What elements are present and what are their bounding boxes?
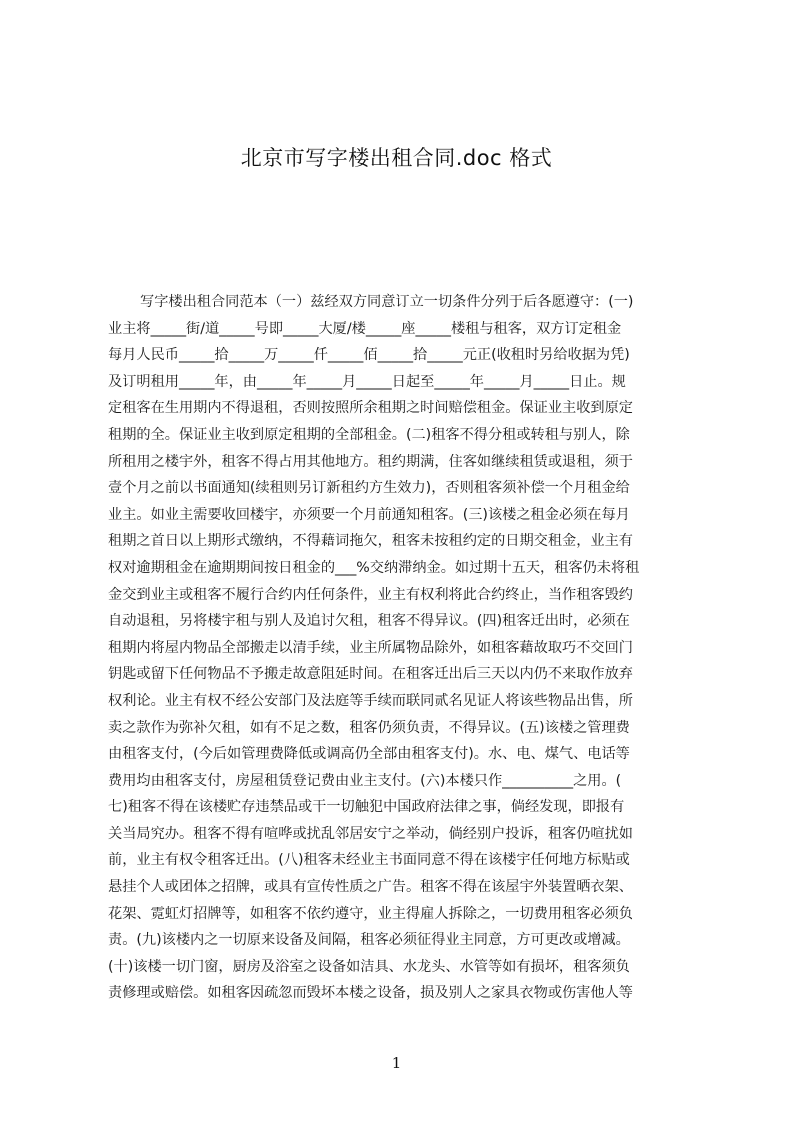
text-line: 责。(九)该楼内之一切原来设备及间隔，租客必须征得业主同意，方可更改或增减。 [108,932,630,949]
text-line: 前，业主有权令租客迁出。(八)租客未经业主书面同意不得在该楼宇任何地方标贴或 [108,852,630,869]
text-line: 壹个月之前以书面通知(续租则另订新租约方生效力)，否则租客须补偿一个月租金给 [108,480,630,497]
text-line: 及订明租用_____年，由_____年_____月_____日起至_____年_____月_____日止。规 [108,373,626,390]
text-line: 租期的全。保证业主收到原定租期的全部租金。(二)租客不得分租或转租与别人，除 [108,426,630,443]
text-line: 租期内将屋内物品全部搬走以清手续，业主所属物品除外，如租客藉故取巧不交回门 [108,639,633,656]
text-line: 每月人民币_____拾_____万_____仟_____佰_____拾_____元正(收租时另给收据为凭) [108,347,630,364]
text-line: 悬挂个人或团体之招牌，或具有宣传性质之广告。租客不得在该屋宇外装置晒衣架、 [108,879,633,896]
text-line: 七)租客不得在该楼贮存违禁品或干一切触犯中国政府法律之事，倘经发现，即报有 [108,799,625,816]
text-line: 卖之款作为弥补欠租，如有不足之数，租客仍须负责，不得异议。(五)该楼之管理费 [108,719,630,736]
text-line: 自动退租，另将楼宇租与别人及追讨欠租，租客不得异议。(四)租客迁出时，必须在 [108,613,630,630]
text-line: 写字楼出租合同范本（一）兹经双方同意订立一切条件分列于后各愿遵守：(一) [140,294,634,310]
document-title: 北京市写字楼出租合同.doc 格式 [240,146,553,170]
text-line: 权对逾期租金在逾期期间按日租金的___%交纳滞纳金。如过期十五天，租客仍未将租 [108,559,640,576]
text-line: 花架、霓虹灯招牌等，如租客不依约遵守，业主得雇人拆除之，一切费用租客必须负 [108,905,633,922]
text-line: 钥匙或留下任何物品不予搬走故意阻延时间。在租客迁出后三天以内仍不来取作放弃 [108,666,633,683]
text-line: (十)该楼一切门窗，厨房及浴室之设备如洁具、水龙头、水管等如有损坏，租客须负 [108,958,630,975]
text-line: 责修理或赔偿。如租客因疏忽而毁坏本楼之设备，损及别人之家具衣物或伤害他人等 [108,985,633,1002]
text-line: 租期之首日以上期形式缴纳，不得藉词拖欠，租客未按租约定的日期交租金，业主有 [108,533,633,550]
text-line: 金交到业主或租客不履行合约内任何条件，业主有权利将此合约终止，当作租客毁约 [108,586,633,603]
text-line: 关当局究办。租客不得有喧哗或扰乱邻居安宁之举动，倘经别户投诉，租客仍喧扰如 [108,825,633,842]
text-line: 所租用之楼宇外，租客不得占用其他地方。租约期满，住客如继续租赁或退租，须于 [108,453,633,470]
document-body [108,289,698,1007]
page-number: 1 [391,1054,402,1072]
text-line: 定租客在生用期内不得退租，否则按照所余租期之时间赔偿租金。保证业主收到原定 [108,400,633,417]
text-line: 由租客支付，(今后如管理费降低或调高仍全部由租客支付)。水、电、煤气、电话等 [108,746,630,763]
text-line: 权利论。业主有权不经公安部门及法庭等手续而联同贰名见证人将该些物品出售，所 [108,692,633,709]
text-line: 业主将_____街/道_____号即_____大厦/楼_____座_____楼租与租客，双方订定租金 [108,320,622,337]
text-line: 费用均由租客支付，房屋租赁登记费由业主支付。(六)本楼只作__________之用。( [108,772,622,789]
text-line: 业主。如业主需要收回楼宇，亦须要一个月前通知租客。(三)该楼之租金必须在每月 [108,506,630,523]
